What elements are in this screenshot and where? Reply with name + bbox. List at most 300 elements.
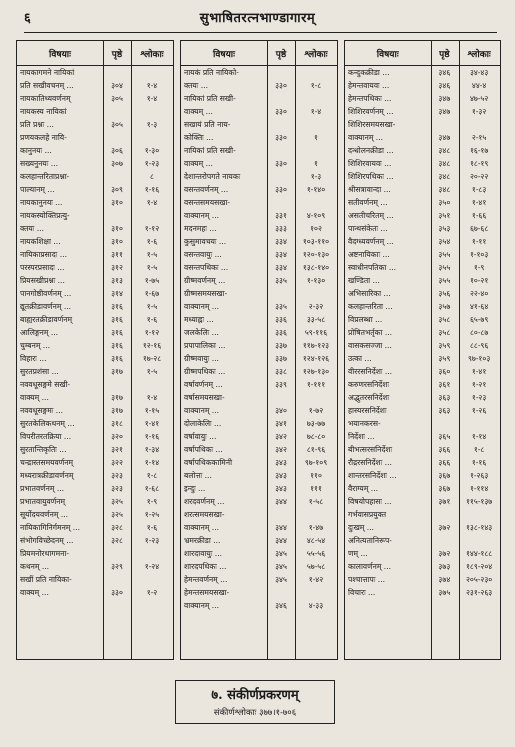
row-verses: १-६ [146, 315, 158, 324]
row-verses: १-१५ [144, 406, 160, 415]
index-row [345, 300, 500, 313]
row-verses: १-१३० [306, 276, 326, 285]
column-divider [295, 41, 296, 659]
index-row [181, 118, 337, 131]
row-page [267, 196, 295, 209]
row-subject: शान्तरसनिर्देशः ... [348, 471, 397, 480]
row-subject: हास्यरसनिर्देशः [348, 406, 387, 415]
row-page: ३३३ [275, 224, 287, 233]
row-subject: चन्द्रास्तसमयवर्णनम् [20, 458, 73, 467]
row-verses: १-४ [146, 94, 158, 103]
row-verses: १२-१६ [142, 341, 162, 350]
row-subject: शिशिरवायवः ... [348, 159, 392, 168]
row-page [103, 105, 131, 118]
index-row [181, 300, 337, 313]
index-row [345, 196, 500, 209]
row-subject: वसन्तवायुः ... [184, 250, 222, 259]
row-verses: १-१०३ [469, 250, 489, 259]
index-row [17, 248, 173, 261]
row-verses: १०३-११० [302, 237, 330, 246]
row-page: ३६७ [438, 484, 451, 493]
row-page [267, 508, 295, 521]
row-verses: १-२६३ [469, 471, 489, 480]
row-page: ३३४ [275, 263, 287, 272]
index-row [181, 573, 337, 586]
row-page: ३४६ [275, 601, 287, 610]
index-row [17, 352, 173, 365]
row-page: ३३५ [275, 302, 287, 311]
row-subject: क्तयः ... [184, 81, 208, 90]
row-page: ३१० [111, 237, 123, 246]
row-verses: २०-२२ [469, 172, 489, 181]
row-verses: १३८-१४० [302, 263, 330, 272]
index-row [345, 482, 500, 495]
row-verses: १-२३ [144, 159, 160, 168]
row-page: ३४४ [275, 536, 287, 545]
row-page: ३३१ [275, 211, 287, 220]
row-page: ३५६ [438, 289, 451, 298]
index-row [181, 430, 337, 443]
index-row [17, 456, 173, 469]
index-row [17, 508, 173, 521]
index-row [345, 430, 500, 443]
row-subject: नायिकां प्रति सखी- [184, 146, 236, 155]
index-rows [345, 66, 500, 599]
row-subject: शिशिरसमयसखा- [348, 120, 396, 129]
row-verses: १-३ [310, 172, 322, 181]
row-page: ३३० [275, 81, 287, 90]
row-subject: द्यूतक्रीडावर्णनम् ... [20, 302, 72, 311]
row-page: ३३९ [275, 380, 287, 389]
index-row [17, 404, 173, 417]
index-row [181, 378, 337, 391]
header-subject: विषयाः [213, 49, 235, 60]
row-verses: ६७-६८ [469, 224, 489, 233]
index-row [181, 586, 337, 599]
row-subject: विपरीतरतक्रिया ... [20, 432, 72, 441]
index-row [181, 66, 337, 79]
row-page: ३६६ [438, 445, 451, 454]
row-page: ३५९ [438, 341, 451, 350]
index-row [17, 560, 173, 573]
row-subject: शिशिरवर्णनम् ... [348, 107, 394, 116]
header-verses: श्लोकाः [467, 49, 491, 60]
row-verses: १-२३ [471, 393, 487, 402]
row-subject: दन्धोलनक्रीडा ... [348, 146, 394, 155]
row-subject: हेमन्तसमयसखा- [184, 588, 230, 597]
row-verses [295, 586, 337, 599]
header-rule [24, 32, 497, 33]
index-row [17, 586, 173, 599]
row-verses: १-६७ [144, 289, 160, 298]
row-page: ३७१ [438, 497, 451, 506]
row-page: ३४८ [438, 172, 451, 181]
index-row [345, 313, 500, 326]
index-row [345, 573, 500, 586]
index-row [17, 547, 173, 560]
row-verses: ५७-५८ [306, 562, 326, 571]
row-subject: परस्परप्रसादः ... [20, 263, 65, 272]
index-row [17, 339, 173, 352]
header-verses: श्लोकाः [140, 49, 164, 60]
row-page: ३२९ [111, 562, 123, 571]
row-subject: ग्रीष्मवायुः ... [184, 354, 219, 363]
row-page: ३६६ [438, 458, 451, 467]
index-row [181, 482, 337, 495]
row-verses [295, 118, 337, 131]
index-row [181, 456, 337, 469]
row-page [103, 547, 131, 560]
row-subject: सुरतान्तिकृतिः ... [20, 445, 67, 454]
row-page: ३१६ [111, 315, 123, 324]
row-verses: २३१-२६३ [465, 588, 493, 597]
row-verses: ४१-६४ [469, 302, 489, 311]
row-page: ३५८ [438, 328, 451, 337]
row-verses: १२७-१३० [302, 367, 330, 376]
row-page: ३१६ [111, 302, 123, 311]
row-page [103, 378, 131, 391]
row-subject: भयानकरस- [348, 419, 381, 428]
row-subject: शरदवर्णनम् ... [184, 497, 225, 506]
index-row [345, 131, 500, 144]
row-page: ३२५ [111, 497, 123, 506]
row-verses: ८०-८७ [469, 328, 489, 337]
index-row [181, 404, 337, 417]
row-subject: संभोगविच्छेदनम् ... [20, 536, 74, 545]
row-verses: १-४१ [144, 419, 160, 428]
row-verses [458, 534, 500, 547]
index-row [181, 339, 337, 352]
row-verses: १-४ [146, 81, 158, 90]
row-page: ३१८ [111, 419, 123, 428]
running-title: सुभाषितरत्नभाण्डागारम् [199, 11, 316, 26]
column-divider [131, 41, 132, 659]
row-subject: रौद्ररसनिर्देशः ... [348, 458, 392, 467]
index-row [181, 508, 337, 521]
row-subject: वाक्यानम् ... [184, 601, 220, 610]
row-subject: गर्भवासप्रयुक्त [348, 510, 387, 519]
row-subject: वर्षापथिककामिनी [184, 458, 233, 467]
row-subject: मध्याह्नः ... [184, 315, 214, 324]
index-row [17, 144, 173, 157]
row-verses: ९७-१०९ [304, 458, 328, 467]
row-subject: चुम्बनम् ... [20, 341, 51, 350]
row-page: ३२५ [111, 510, 123, 519]
index-row [345, 274, 500, 287]
row-page: ३५५ [438, 276, 451, 285]
row-subject: वसन्तवर्णनम् ... [184, 185, 229, 194]
index-row [17, 534, 173, 547]
row-verses: १२०-१३० [302, 250, 330, 259]
index-row [181, 352, 337, 365]
column-divider [103, 41, 104, 659]
row-verses: १-७५ [144, 276, 160, 285]
row-verses: १-२३ [144, 536, 160, 545]
row-subject: कलहान्तरिताप्रश्ना- [20, 172, 70, 181]
row-verses: १-९ [473, 263, 485, 272]
index-row [181, 105, 337, 118]
row-subject: वाक्यम् ... [20, 393, 49, 402]
row-subject: कुसुमावचयः ... [184, 237, 227, 246]
row-page: ३०५ [111, 120, 123, 129]
row-page: ३३४ [275, 237, 287, 246]
row-page [430, 508, 458, 521]
header-page: पृष्ठे [111, 49, 123, 60]
row-page: ३५८ [438, 315, 451, 324]
index-row [181, 79, 337, 92]
row-verses: १-३ [146, 120, 158, 129]
row-page [267, 66, 295, 79]
index-row [345, 560, 500, 573]
row-page: ३१४ [111, 289, 123, 298]
index-row [345, 183, 500, 196]
index-row [181, 547, 337, 560]
row-verses: १-३४ [144, 445, 160, 454]
row-verses: १८-१९ [469, 159, 489, 168]
row-verses: १-१४ [471, 432, 487, 441]
index-row [17, 430, 173, 443]
row-subject: वाक्यानम् ... [184, 211, 220, 220]
row-subject: शिशिरपथिकः ... [348, 172, 394, 181]
row-verses: १-३० [144, 146, 160, 155]
row-subject: सख्यनुनयः ... [20, 159, 59, 168]
index-row [345, 144, 500, 157]
row-verses [295, 196, 337, 209]
row-verses [131, 209, 173, 222]
index-row [17, 313, 173, 326]
row-verses: १-४ [146, 393, 158, 402]
row-verses: १-४ [146, 198, 158, 207]
row-subject: प्रति प्रश्नः ... [20, 120, 54, 129]
row-subject: कन्दुकक्रीडा ... [348, 68, 390, 77]
row-page: ३४३ [275, 458, 287, 467]
index-row [345, 443, 500, 456]
row-page: ३२८ [111, 523, 123, 532]
index-row [17, 261, 173, 274]
row-page: ३०९ [111, 185, 123, 194]
row-verses: १-१११ [306, 380, 326, 389]
index-row [345, 157, 500, 170]
index-row [345, 365, 500, 378]
row-page [267, 170, 295, 183]
row-verses: १०२ [310, 224, 322, 233]
row-subject: शारदपथिकः ... [184, 562, 227, 571]
index-row [345, 586, 500, 599]
index-row [345, 170, 500, 183]
row-verses: ४-१०९ [306, 211, 326, 220]
row-subject: पश्चात्तापः ... [348, 575, 386, 584]
row-subject: ग्रीष्मपथिकः ... [184, 367, 226, 376]
row-verses [131, 573, 173, 586]
row-page: ३४३ [275, 471, 287, 480]
row-subject: अष्टनायिकाः ... [348, 250, 390, 259]
row-page: ३४८ [438, 159, 451, 168]
row-verses: १४४-१८८ [465, 549, 493, 558]
row-verses [295, 508, 337, 521]
row-verses: १-१२ [144, 328, 160, 337]
row-subject: नायिकागिनिर्गमनम् ... [20, 523, 81, 532]
row-subject: बाह्यरतक्रीडावर्णनम् [20, 315, 73, 324]
index-row [17, 183, 173, 196]
column-divider [459, 41, 460, 659]
index-row [345, 352, 500, 365]
row-subject: नायकस्योक्तिप्रत्यु- [20, 211, 70, 220]
index-row [345, 417, 500, 430]
row-verses: १-२६ [471, 406, 487, 415]
row-verses [295, 287, 337, 300]
row-subject: विहारः ... [20, 354, 47, 363]
row-subject: दोलाकेलिः ... [184, 419, 222, 428]
page-number: ६ [24, 11, 31, 26]
index-row [345, 521, 500, 534]
row-subject: वैदग्ध्यवर्णनम् ... [348, 237, 394, 246]
row-page: ३२३ [111, 471, 123, 480]
row-verses: ४-३३ [308, 601, 324, 610]
row-subject: बीभत्सरसनिर्देशः [348, 445, 393, 454]
row-subject: प्रभातवर्णनम् ... [20, 484, 65, 493]
index-row [17, 92, 173, 105]
row-verses: ८१-९६ [306, 445, 326, 454]
row-subject: नायकशिक्षा ... [20, 237, 61, 246]
row-page: ३४७ [438, 94, 451, 103]
row-verses: १-५ [146, 302, 158, 311]
row-subject: सखायं प्रति नाय- [184, 120, 231, 129]
row-verses: ८८-९६ [469, 341, 489, 350]
row-verses [131, 105, 173, 118]
index-row [345, 534, 500, 547]
index-rows [181, 66, 337, 612]
row-page: ३३७ [275, 354, 287, 363]
row-subject: आलिङ्गनम् ... [20, 328, 59, 337]
row-verses: ११५-१३७ [465, 497, 493, 506]
row-verses: १-११ [471, 237, 487, 246]
index-column-2 [180, 40, 338, 660]
row-verses: १-१२ [144, 224, 160, 233]
row-subject: विप्रलब्धा ... [348, 315, 383, 324]
row-subject: स्वाधीनपतिका ... [348, 263, 397, 272]
column-header [17, 41, 173, 66]
row-page: ३५७ [438, 302, 451, 311]
row-verses: १-५८ [308, 497, 324, 506]
row-page: ३४६ [438, 81, 451, 90]
row-page: ३७२ [438, 523, 451, 532]
index-row [17, 469, 173, 482]
row-verses: १-४१ [471, 367, 487, 376]
index-row [181, 144, 337, 157]
row-verses: १-२४ [144, 562, 160, 571]
row-subject: जलकेलिः ... [184, 328, 219, 337]
row-verses: १ [314, 159, 318, 168]
row-verses: ११० [310, 471, 322, 480]
row-page: ३३५ [275, 276, 287, 285]
row-page: ३१० [111, 198, 123, 207]
index-row [181, 248, 337, 261]
row-page: ३४८ [438, 146, 451, 155]
row-verses: ४४-४ [471, 81, 487, 90]
row-page: ३०५ [111, 94, 123, 103]
row-verses: १-५ [146, 367, 158, 376]
row-subject: वाक्यानम् ... [184, 406, 220, 415]
row-verses [458, 118, 500, 131]
index-row [345, 326, 500, 339]
row-subject: मदनमहः ... [184, 224, 217, 233]
row-subject: नायकानुनयः ... [20, 198, 63, 207]
row-subject: प्रणयकलहे नायि- [20, 133, 67, 142]
index-row [345, 469, 500, 482]
row-subject: प्रपापालिका ... [184, 341, 226, 350]
index-row [17, 157, 173, 170]
row-subject: सूर्योदयवर्णनम् ... [20, 510, 69, 519]
row-page: ३७४ [438, 575, 451, 584]
index-row [181, 196, 337, 209]
row-subject: पान्थसंकेतः ... [348, 224, 388, 233]
row-page [267, 144, 295, 157]
index-row [181, 287, 337, 300]
row-verses: १-६६ [471, 211, 487, 220]
row-page: ३६७ [438, 471, 451, 480]
row-subject: पाल्यानम् ... [20, 185, 55, 194]
row-verses: १-३२ [471, 107, 487, 116]
row-verses [131, 378, 173, 391]
row-page: ३१६ [111, 354, 123, 363]
row-subject: खण्डिता ... [348, 276, 380, 285]
row-verses [131, 547, 173, 560]
row-page: ३४७ [438, 133, 451, 142]
index-row [17, 66, 173, 79]
index-row [181, 170, 337, 183]
index-row [181, 560, 337, 573]
row-subject: शारदावायुः ... [184, 549, 223, 558]
row-verses: १-११४ [469, 484, 489, 493]
row-verses: ९७-१०३ [467, 354, 491, 363]
index-row [181, 313, 337, 326]
row-subject: भ्रमरक्रीडा ... [184, 536, 221, 545]
row-subject: सखीं प्रति नायिका- [20, 575, 72, 584]
column-header [181, 41, 337, 66]
row-subject: नववधूसङ्गमे सखी- [20, 380, 71, 389]
row-subject: कथनम् ... [20, 562, 50, 571]
row-subject: वाक्यानम् ... [348, 133, 384, 142]
row-page: ३११ [111, 250, 123, 259]
row-subject: वसन्तसमयसखा- [184, 198, 230, 207]
row-verses: ५५-५६ [306, 549, 326, 558]
row-page: ३६१ [438, 380, 451, 389]
header-subject: विषयाः [49, 49, 71, 60]
row-subject: वाक्यम् ... [20, 588, 49, 597]
row-page [267, 586, 295, 599]
row-subject: वाक्यम् ... [184, 107, 213, 116]
row-verses: १-२१ [471, 380, 487, 389]
row-page: ३४० [275, 406, 287, 415]
row-verses [458, 417, 500, 430]
index-row [17, 287, 173, 300]
index-row [345, 508, 500, 521]
row-page [103, 573, 131, 586]
row-subject: प्रियमनोरथागमना- [20, 549, 69, 558]
row-subject: वासकसज्जा ... [348, 341, 392, 350]
row-page: ३३० [275, 133, 287, 142]
row-verses: ४८-५४ [306, 536, 326, 545]
row-subject: श्रीसत्रावान्दा ... [348, 185, 391, 194]
row-verses: १-५ [146, 263, 158, 272]
index-row [181, 365, 337, 378]
row-page: ३६५ [438, 432, 451, 441]
index-row [17, 105, 173, 118]
row-subject: प्रोषितभर्तृका ... [348, 328, 393, 337]
index-row [17, 482, 173, 495]
index-row [17, 209, 173, 222]
row-page: ३५१ [438, 211, 451, 220]
